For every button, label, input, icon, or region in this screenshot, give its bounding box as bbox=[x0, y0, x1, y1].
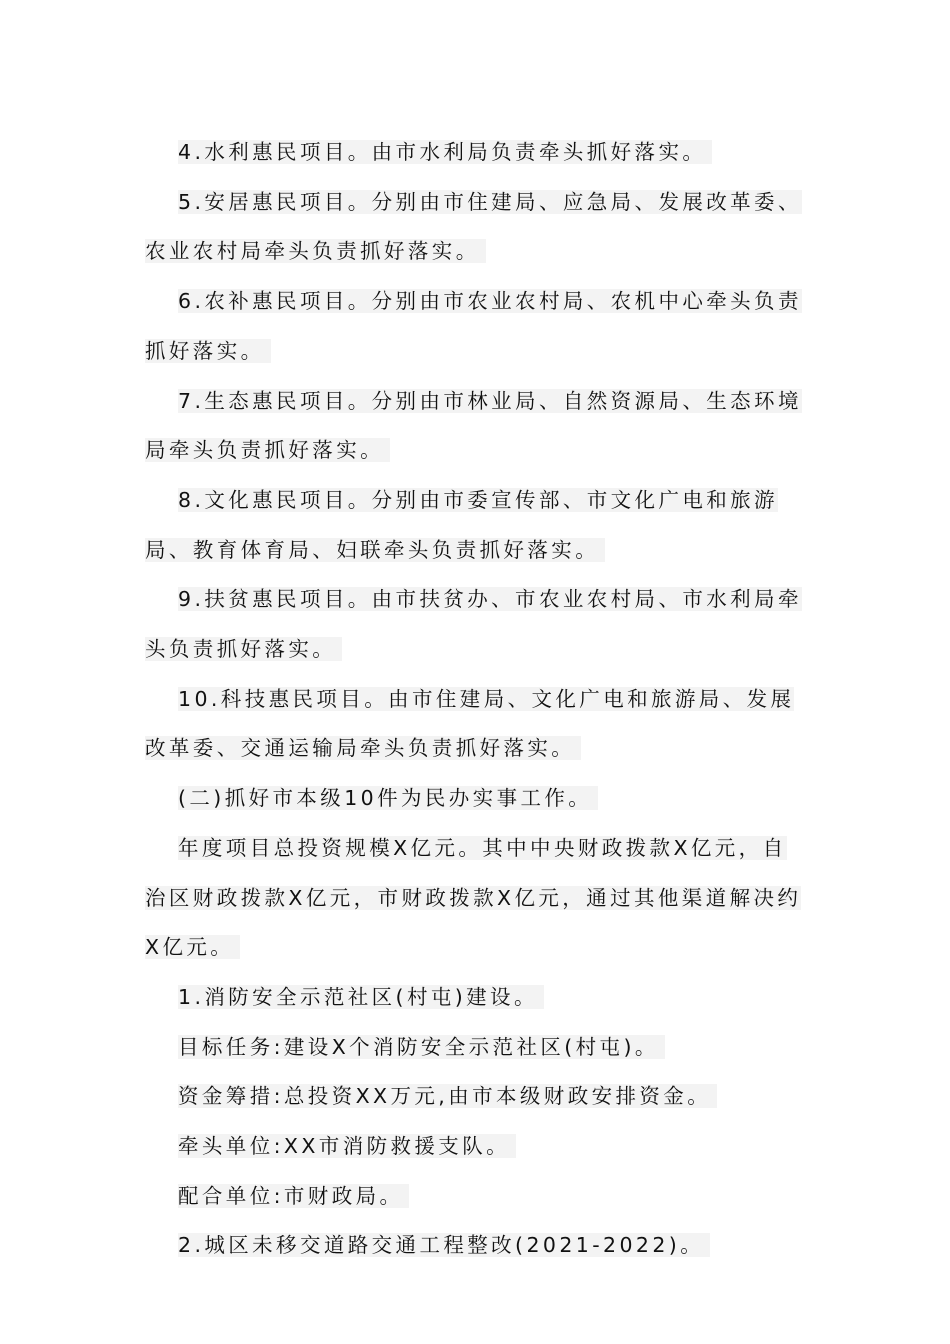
paragraph bbox=[145, 824, 810, 973]
paragraph bbox=[145, 128, 810, 178]
paragraph-text: 10.科技惠民项目。由市住建局、文化广电和旅游局、发展改革委、交通运输局牵头负责抓好落实。 bbox=[145, 686, 795, 761]
paragraph bbox=[145, 1122, 810, 1172]
paragraph bbox=[145, 476, 810, 575]
paragraph bbox=[145, 277, 810, 376]
paragraph bbox=[145, 1023, 810, 1073]
paragraph-text: 年度项目总投资规模X亿元。其中中央财政拨款X亿元，自治区财政拨款X亿元，市财政拨款X亿元，通过其他渠道解决约X亿元。 bbox=[145, 835, 802, 960]
section-heading bbox=[145, 774, 810, 824]
paragraph-text: 4.水利惠民项目。由市水利局负责牵头抓好落实。 bbox=[178, 140, 712, 164]
paragraph bbox=[145, 575, 810, 674]
paragraph bbox=[145, 1221, 810, 1271]
paragraph bbox=[145, 973, 810, 1023]
paragraph-text: 牵头单位:XX市消防救援支队。 bbox=[178, 1134, 516, 1158]
paragraph-text: 8.文化惠民项目。分别由市委宣传部、市文化广电和旅游局、教育体育局、妇联牵头负责抓好落实。 bbox=[145, 487, 778, 562]
paragraph-text: 9.扶贫惠民项目。由市扶贫办、市农业农村局、市水利局牵头负责抓好落实。 bbox=[145, 587, 802, 662]
paragraph-text: 6.农补惠民项目。分别由市农业农村局、农机中心牵头负责抓好落实。 bbox=[145, 289, 802, 363]
paragraph-text: 目标任务:建设X个消防安全示范社区(村屯)。 bbox=[178, 1035, 665, 1059]
paragraph bbox=[145, 377, 810, 476]
paragraph-text: 5.安居惠民项目。分别由市住建局、应急局、发展改革委、农业农村局牵头负责抓好落实。 bbox=[145, 189, 802, 264]
paragraph-text: 2.城区未移交道路交通工程整改(2021-2022)。 bbox=[178, 1233, 710, 1257]
document-body bbox=[145, 128, 810, 1271]
paragraph-text: (二)抓好市本级10件为民办实事工作。 bbox=[178, 786, 598, 810]
paragraph-text: 7.生态惠民项目。分别由市林业局、自然资源局、生态环境局牵头负责抓好落实。 bbox=[145, 388, 802, 463]
paragraph bbox=[145, 1072, 810, 1122]
paragraph-text: 1.消防安全示范社区(村屯)建设。 bbox=[178, 985, 544, 1009]
paragraph-text: 资金筹措:总投资XX万元,由市本级财政安排资金。 bbox=[178, 1084, 717, 1108]
paragraph bbox=[145, 1172, 810, 1222]
paragraph bbox=[145, 675, 810, 774]
paragraph bbox=[145, 178, 810, 277]
paragraph-text: 配合单位:市财政局。 bbox=[178, 1184, 409, 1208]
